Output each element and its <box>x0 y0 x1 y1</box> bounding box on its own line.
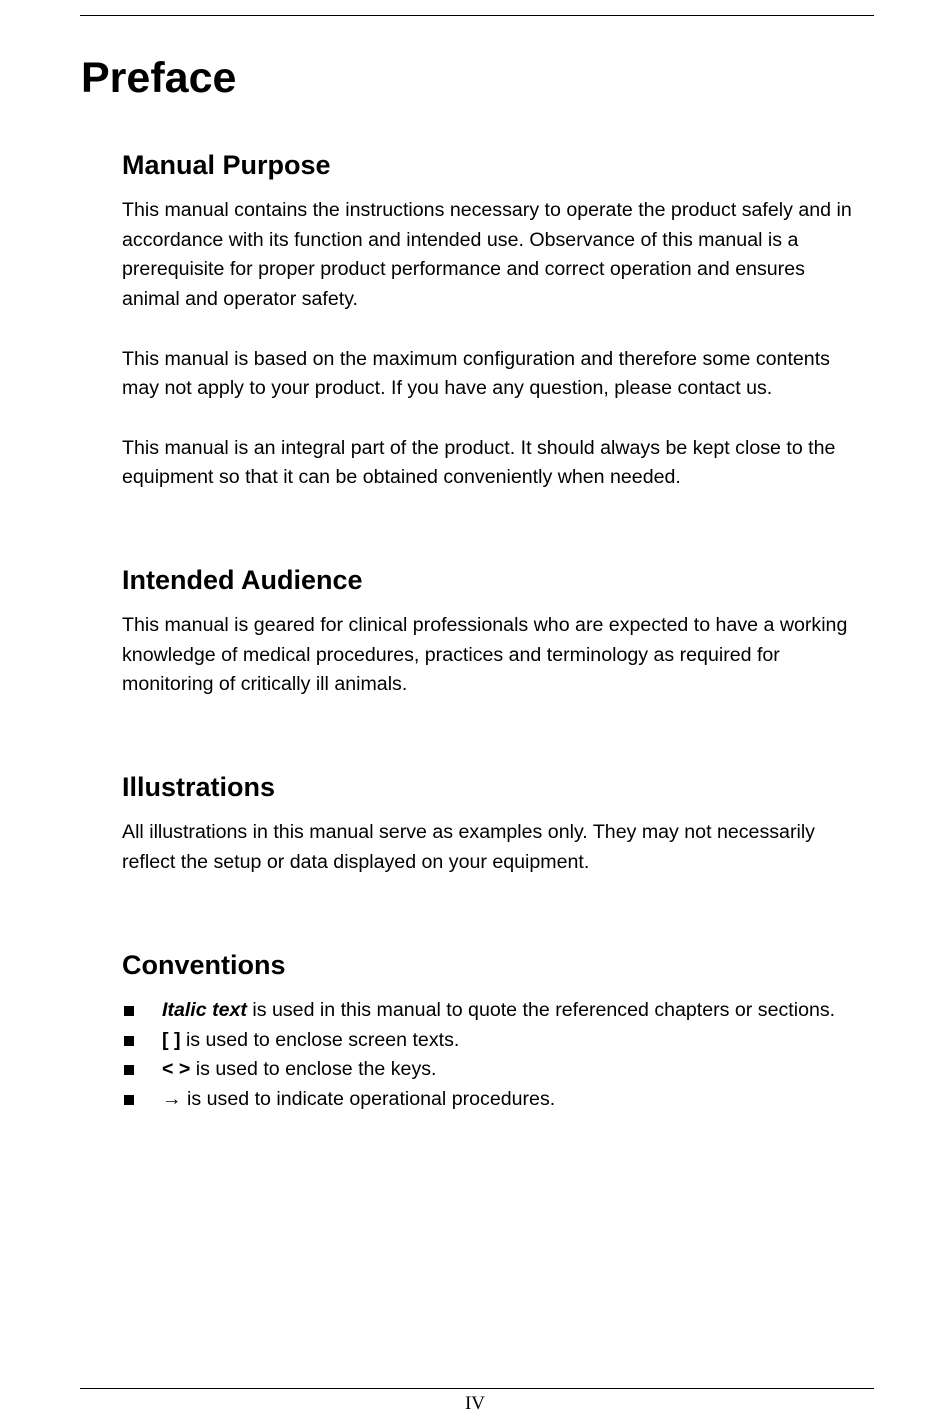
convention-term: [ ] <box>162 1028 181 1051</box>
convention-text: is used to enclose screen texts. <box>180 1028 460 1051</box>
header-rule <box>80 15 874 16</box>
conventions-list <box>122 996 882 1115</box>
list-item <box>122 1026 882 1056</box>
convention-text: is used to enclose the keys. <box>190 1058 437 1081</box>
convention-term: → <box>162 1088 182 1111</box>
square-bullet-icon <box>124 1006 134 1016</box>
list-item <box>122 1055 882 1085</box>
paragraph: This manual is an integral part of the product. It should always be kept close to the equipment so that it can be obtained conveniently when needed. <box>122 436 836 489</box>
square-bullet-icon <box>124 1065 134 1075</box>
list-item <box>122 1085 882 1115</box>
list-item <box>122 996 882 1026</box>
page-title: Preface <box>81 54 237 102</box>
convention-text: is used in this manual to quote the referenced chapters or sections. <box>246 999 836 1021</box>
paragraph: All illustrations in this manual serve as examples only. They may not necessarily reflect the setup or data displayed on your equipment. <box>122 821 815 873</box>
square-bullet-icon <box>124 1036 134 1046</box>
section-heading: Manual Purpose <box>122 150 331 180</box>
section-heading: Illustrations <box>122 772 276 802</box>
section-conventions <box>122 948 882 1115</box>
section-intended-audience <box>122 563 867 700</box>
section-illustrations <box>122 770 867 877</box>
paragraph: This manual contains the instructions necessary to operate the product safely and in accordance with its function and intended use. Observance of this manual is a prerequisite for proper product performance and correct operation and ensures animal and operator safety. <box>122 199 852 311</box>
page-number: IV <box>464 1393 486 1414</box>
section-heading: Conventions <box>122 950 286 980</box>
paragraph: This manual is based on the maximum configuration and therefore some contents may not apply to your product. If you have any question, please contact us. <box>122 347 830 400</box>
section-manual-purpose <box>122 148 867 493</box>
section-heading: Intended Audience <box>122 565 363 595</box>
paragraph: This manual is geared for clinical professionals who are expected to have a working knowledge of medical procedures, practices and terminology as required for monitoring of critically ill animals. <box>122 614 848 696</box>
footer-rule <box>80 1388 874 1389</box>
convention-text: is used to indicate operational procedures. <box>181 1088 556 1111</box>
convention-term: Italic text <box>162 999 247 1021</box>
convention-term: < > <box>162 1058 191 1081</box>
square-bullet-icon <box>124 1095 134 1105</box>
